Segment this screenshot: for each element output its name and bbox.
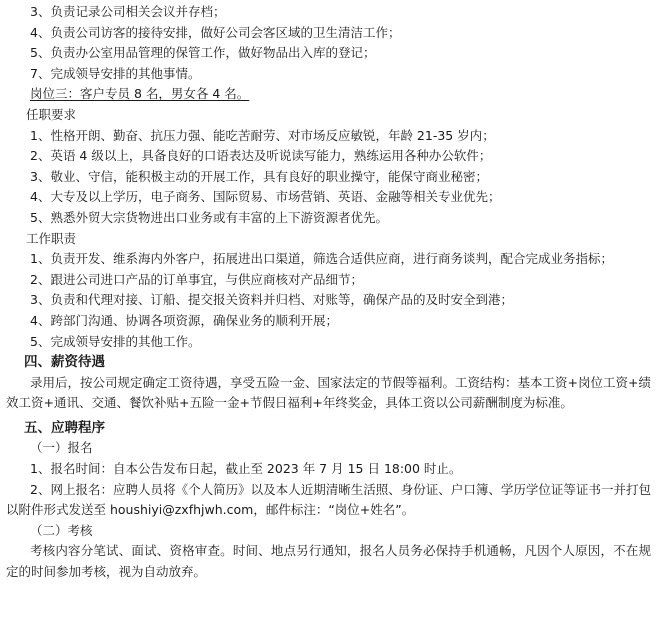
prev-duty-5: 5、负责办公室用品管理的保管工作，做好物品出入库的登记；	[30, 45, 376, 61]
duties-heading: 工作职责	[26, 230, 77, 246]
position3-title-row	[6, 84, 651, 105]
requirement-item: 3、敬业、守信，能积极主动的开展工作，具有良好的职业操守，能保守商业秘密；	[30, 168, 488, 184]
duty-item: 3、负责和代理对接、订船、提交报关资料并归档、对账等，确保产品的及时安全到港；	[30, 292, 513, 308]
prev-duty-7: 7、完成领导安排的其他事情。	[30, 65, 201, 81]
position3-title: 岗位三：客户专员 8 名，男女各 4 名。	[30, 86, 250, 102]
online-registration: 2、网上报名：应聘人员将《个人简历》以及本人近期清晰生活照、身份证、户口簿、学历学位证等证书一并打包以附件形式发送至 houshiyi@zxfhjwh.com，邮件标注：“岗位+姓名”。	[6, 481, 651, 518]
prev-duty-4: 4、负责公司访客的接待安排，做好公司会客区域的卫生清洁工作；	[30, 24, 401, 40]
duty-item: 4、跨部门沟通、协调各项资源，确保业务的顺利开展；	[30, 312, 338, 328]
sub-heading-assessment: （二）考核	[30, 522, 93, 538]
duty-item: 5、完成领导安排的其他工作。	[30, 333, 201, 349]
duty-item: 2、跟进公司进口产品的订单事宜，与供应商核对产品细节；	[30, 271, 363, 287]
duty-item: 1、负责开发、维系海内外客户，拓展进出口渠道，筛选合适供应商，进行商务谈判，配合完成业务指标；	[30, 251, 613, 267]
requirement-item: 1、性格开朗、勤奋、抗压力强、能吃苦耐劳、对市场反应敏锐，年龄 21-35 岁内；	[30, 127, 495, 143]
assessment-text: 考核内容分笔试、面试、资格审查。时间、地点另行通知，报名人员务必保持手机通畅，凡因个人原因，不在规定的时间参加考核，视为自动放弃。	[6, 543, 651, 580]
requirements-heading: 任职要求	[26, 106, 77, 122]
requirement-item: 4、大专及以上学历，电子商务、国际贸易、市场营销、英语、金融等相关专业优先；	[30, 189, 501, 205]
section4-heading: 四、薪资待遇	[24, 354, 105, 371]
requirement-item: 5、熟悉外贸大宗货物进出口业务或有丰富的上下游资源者优先。	[30, 209, 388, 225]
sub-heading-registration: （一）报名	[30, 440, 93, 456]
section4-body: 录用后，按公司规定确定工资待遇，享受五险一金、国家法定的节假等福利。工资结构：基本工资+岗位工资+绩效工资+通讯、交通、餐饮补贴+五险一金+节假日福利+年终奖金，具体工资以公司薪酬制度为标准。	[6, 374, 651, 411]
prev-duty-3: 3、负责记录公司相关会议并存档；	[30, 4, 226, 19]
registration-time: 1、报名时间：自本公告发布日起，截止至 2023 年 7 月 15 日 18:00 时止。	[30, 461, 462, 477]
section5-heading: 五、应聘程序	[24, 419, 105, 436]
requirement-item: 2、英语 4 级以上，具备良好的口语表达及听说读写能力，熟练运用各种办公软件；	[30, 148, 492, 164]
